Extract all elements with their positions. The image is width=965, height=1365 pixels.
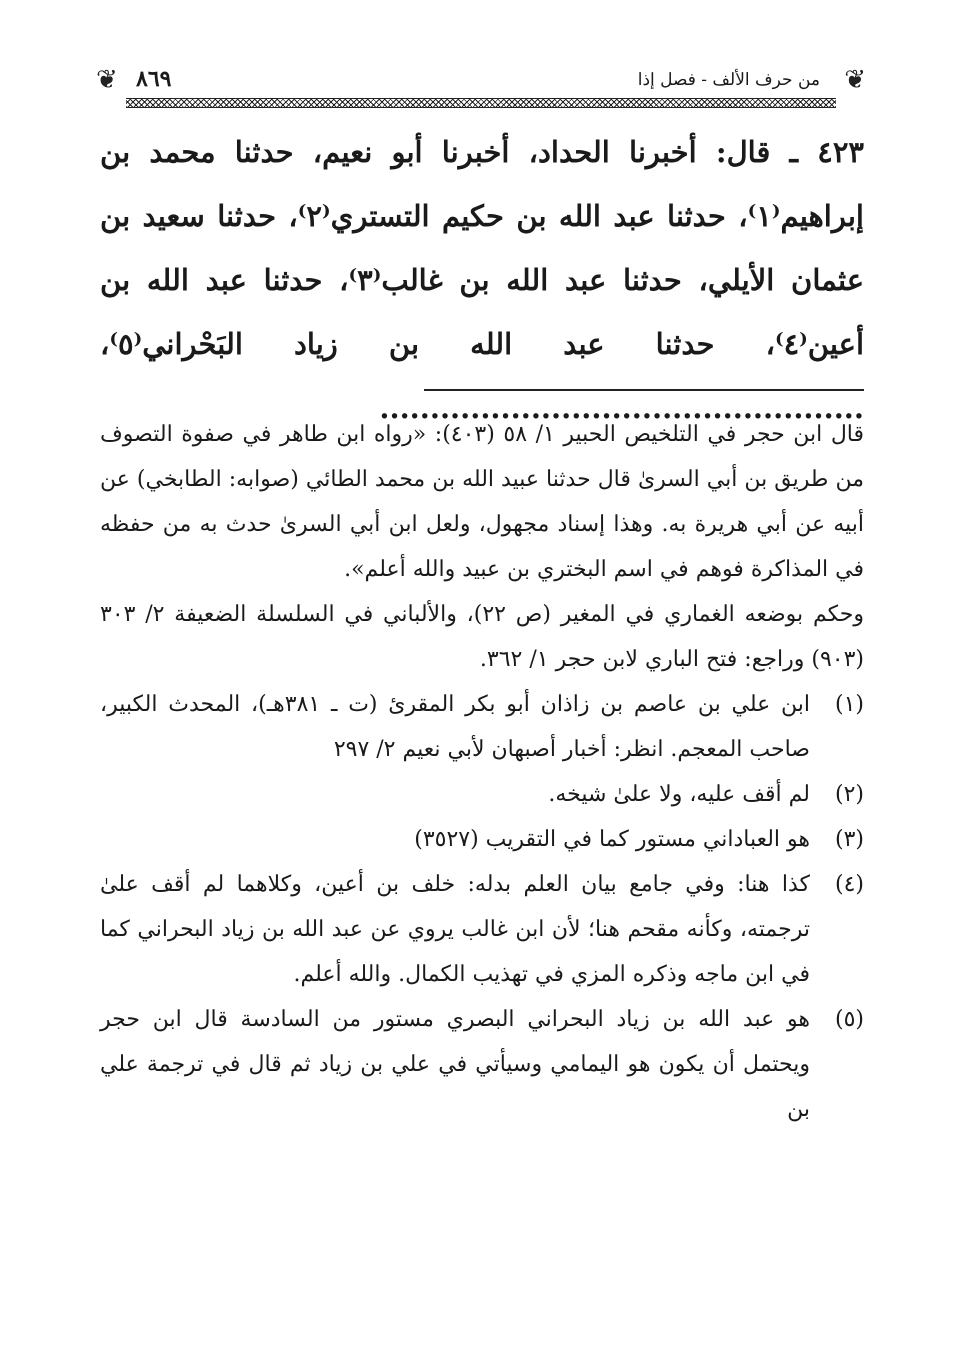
footnote-text: كذا هنا: وفي جامع بيان العلم بدله: خلف بن أعين، وكلاهما لم أقف علىٰ ترجمته، وكأنه مقحم هنا؛ لأن ابن غالب يروي عن عبد الله بن زياد البحراني كما في ابن ماجه وذكره المزي في تهذيب الكمال. والله أعلم. <box>100 872 810 987</box>
footnote-3 <box>100 817 864 862</box>
footnote-text: هو العباداني مستور كما في التقريب (٣٥٢٧) <box>414 827 810 852</box>
footnote-2 <box>100 772 864 817</box>
footnote-5 <box>100 997 864 1132</box>
footnote-1 <box>100 682 864 772</box>
footnote-number: (٢) <box>834 782 864 807</box>
hadith-text: ٤٢٣ ـ قال: أخبرنا الحداد، أخبرنا أبو نعيم، حدثنا محمد بن إبراهيم⁽١⁾، حدثنا عبد الله بن حكيم التستري⁽٢⁾، حدثنا سعيد بن عثمان الأيلي، حدثنا عبد الله بن غالب⁽٣⁾، حدثنا عبد الله بن أعين⁽٤⁾، حدثنا عبد الله بن زياد البَحْراني⁽٥⁾، <box>100 135 864 361</box>
footnotes-section <box>100 412 864 1132</box>
page-number: ٨٦٩ <box>136 66 172 92</box>
header-rule <box>126 98 836 108</box>
footnote-text: ابن علي بن عاصم بن زاذان أبو بكر المقرئ (ت ـ ٣٨١هـ)، المحدث الكبير، صاحب المعجم. انظر: أخبار أصبهان لأبي نعيم ٢/ ٢٩٧ <box>100 692 810 762</box>
page-header <box>96 60 866 110</box>
hadith-paragraph <box>100 120 864 440</box>
running-title: من حرف الألف - فصل إذا <box>637 70 820 90</box>
ellipsis: ................................................ <box>379 391 864 425</box>
main-text <box>100 120 864 440</box>
ornament-left-icon: ❦ <box>96 65 118 95</box>
ornament-right-icon: ❦ <box>844 65 866 95</box>
footnote-number: (١) <box>834 692 864 717</box>
footnote-text: لم أقف عليه، ولا علىٰ شيخه. <box>548 782 810 807</box>
footnote-number: (٣) <box>834 827 864 852</box>
footnote-number: (٤) <box>834 872 864 897</box>
footnote-separator <box>424 389 864 391</box>
footnote-4 <box>100 862 864 997</box>
footnote-number: (٥) <box>834 1007 864 1032</box>
note-intro-1: قال ابن حجر في التلخيص الحبير ١/ ٥٨ (٤٠٣): «رواه ابن طاهر في صفوة التصوف من طريق بن أبي السرىٰ قال حدثنا عبيد الله بن محمد الطائي (صوابه: الطابخي) عن أبيه عن أبي هريرة به. وهذا إسناد مجهول، ولعل ابن أبي السرىٰ حدث به من حفظه في المذاكرة فوهم في اسم البختري بن عبيد والله أعلم». <box>100 422 865 582</box>
footnote-text: هو عبد الله بن زياد البحراني البصري مستور من السادسة قال ابن حجر ويحتمل أن يكون هو اليمامي وسيأتي في علي بن زياد ثم قال في ترجمة علي بن <box>100 1007 810 1122</box>
note-intro-2: وحكم بوضعه الغماري في المغير (ص ٢٢)، والألباني في السلسلة الضعيفة ٢/ ٣٠٣ (٩٠٣) وراجع: فتح الباري لابن حجر ١/ ٣٦٢. <box>100 602 864 672</box>
